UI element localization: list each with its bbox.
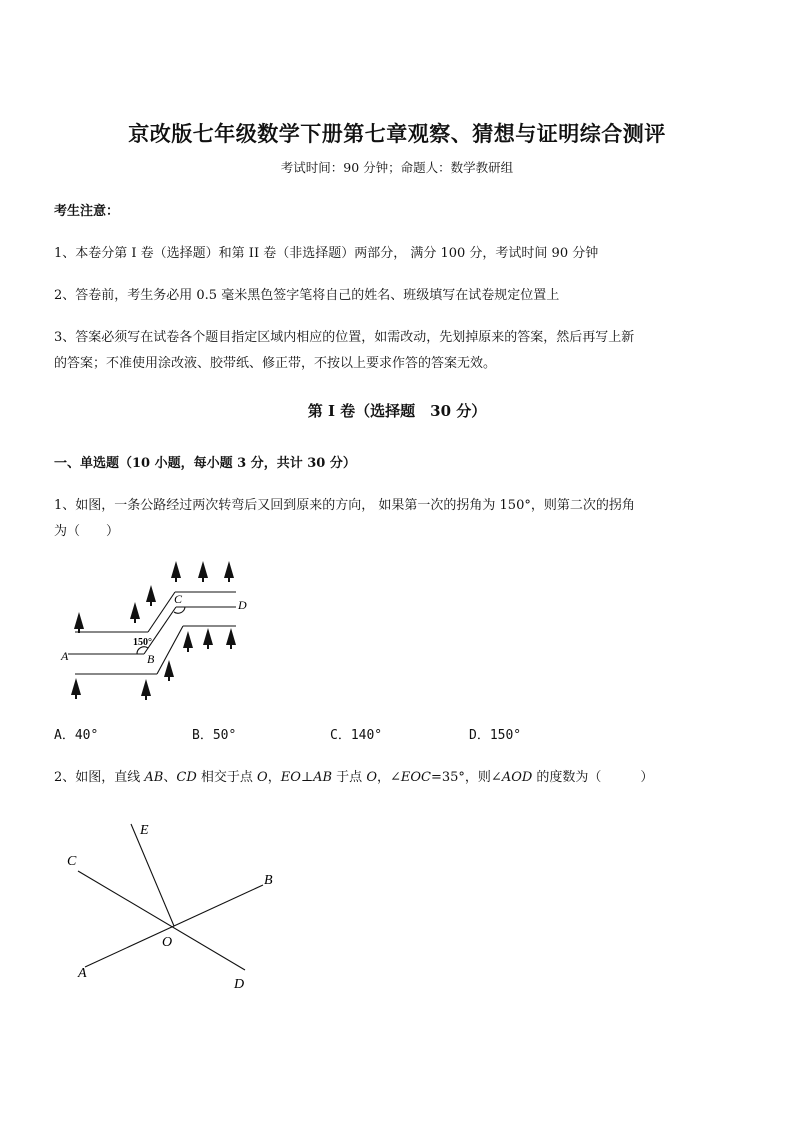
tree-icon [226, 628, 236, 649]
q1-option-d[interactable]: D．150° [469, 728, 522, 743]
tree-icon [183, 631, 193, 652]
tree-icon [146, 585, 156, 606]
label-c: C [174, 592, 183, 606]
q1-text-continued: 为（ ） [54, 524, 120, 539]
tree-icon [224, 561, 234, 582]
notice-item-3: 3、答案必须写在试卷各个题目指定区域内相应的位置，如需改动，先划掉原来的答案，然后再写上新 [54, 330, 635, 345]
angle-label: 150° [133, 637, 152, 648]
section-title: 第 I 卷（选择题 30 分） [307, 402, 487, 420]
q1-option-c[interactable]: C．140° [330, 728, 383, 743]
tree-icon [203, 628, 213, 649]
line-cd [78, 871, 245, 970]
exam-title: 京改版七年级数学下册第七章观察、猜想与证明综合测评 [128, 121, 666, 146]
label-a: A [61, 649, 69, 663]
tree-icon [74, 612, 84, 633]
tree-icon [164, 660, 174, 681]
label-o: O [162, 935, 173, 950]
part-heading: 一、单选题（10 小题，每小题 3 分，共计 30 分） [54, 456, 356, 471]
tree-icon [130, 602, 140, 623]
q1-option-a[interactable]: A．40° [54, 728, 99, 743]
exam-subtitle: 考试时间：90 分钟；命题人：数学教研组 [280, 160, 514, 175]
tree-icon [141, 679, 151, 700]
label-c: C [67, 854, 77, 869]
label-b: B [147, 652, 155, 666]
label-a: A [78, 966, 87, 981]
notice-item-3-continued: 的答案；不准使用涂改液、胶带纸、修正带，不按以上要求作答的答案无效。 [54, 356, 497, 371]
notice-heading: 考生注意： [54, 204, 120, 219]
q2-text: 2、如图，直线 AB、CD 相交于点 O，EO⊥AB 于点 O，∠EOC=35°，则∠AOD 的度数为（ ） [54, 770, 654, 785]
notice-item-2: 2、答卷前，考生务必用 0.5 毫米黑色签字笔将自己的姓名、班级填写在试卷规定位置上 [54, 288, 560, 303]
label-d: D [238, 598, 247, 612]
label-d: D [234, 977, 245, 992]
ray-oe [131, 824, 174, 926]
q1-option-b[interactable]: B．50° [192, 728, 237, 743]
trees [71, 561, 236, 700]
tree-icon [198, 561, 208, 582]
q1-figure [55, 558, 265, 706]
label-e: E [140, 823, 149, 838]
q2-figure [60, 815, 290, 995]
label-b: B [264, 873, 273, 888]
tree-icon [171, 561, 181, 582]
notice-item-1: 1、本卷分第 I 卷（选择题）和第 II 卷（非选择题）两部分， 满分 100 分，考试时间 90 分钟 [54, 246, 599, 261]
tree-icon [71, 678, 81, 699]
q1-text: 1、如图，一条公路经过两次转弯后又回到原来的方向， 如果第一次的拐角为 150°，则第二次的拐角 [54, 498, 635, 513]
